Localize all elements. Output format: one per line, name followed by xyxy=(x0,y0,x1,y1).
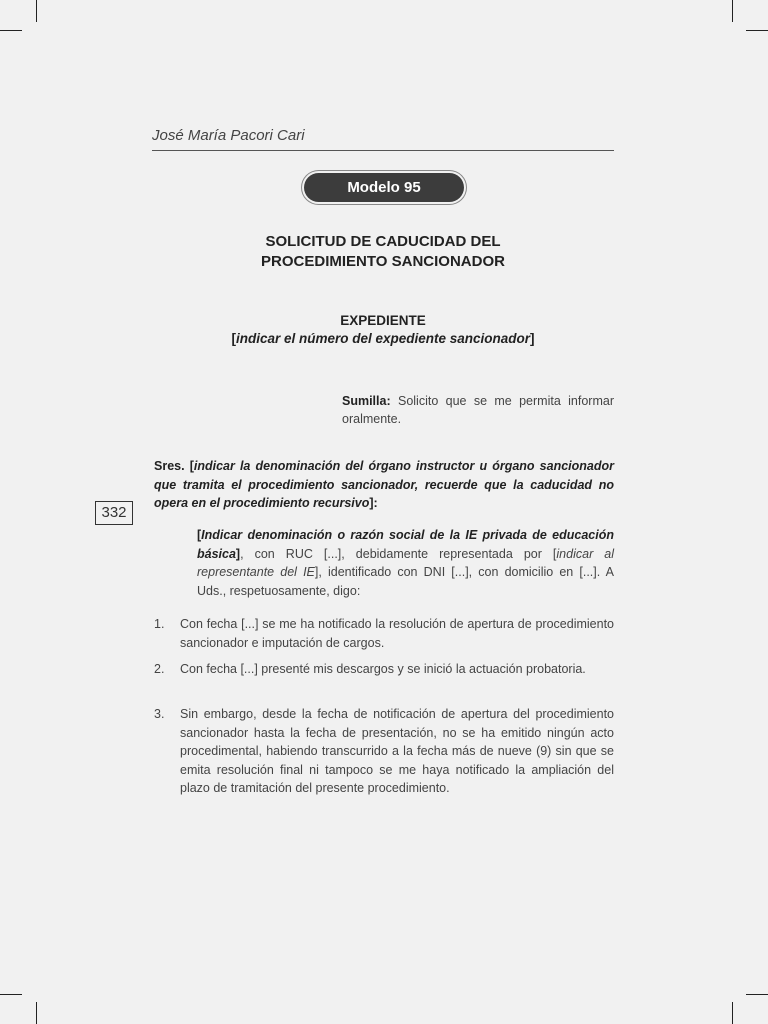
list-item xyxy=(154,615,614,652)
list-item-number: 2. xyxy=(154,662,165,676)
list-item-text: Sin embargo, desde la fecha de notificación de apertura del procedimiento sancionador hasta la fecha de presentación, no se ha emitido ningún acto procedimental, habiendo transcurrido a la fecha más de nueve (9) sin que se emita resolución final ni tampoco se me haya notificado la ampliación del plazo de tramitación del presente procedimiento. xyxy=(180,707,614,795)
crop-mark xyxy=(732,1002,733,1024)
expediente-hint xyxy=(152,331,614,346)
bracket-open: [ xyxy=(197,528,202,542)
crop-mark xyxy=(36,1002,37,1024)
list-item-text: Con fecha [...] presenté mis descargos y se inició la actuación probatoria. xyxy=(180,662,586,676)
addressee-suffix: ]: xyxy=(369,496,378,510)
bracket-close: ] xyxy=(530,331,535,346)
sumilla xyxy=(342,392,614,428)
list-item-number: 1. xyxy=(154,617,165,631)
running-head-author: José María Pacori Cari xyxy=(152,127,305,144)
addressee-hint: indicar la denominación del órgano instructor u órgano sancionador que tramita el procedimiento sancionador, recuerde que la caducidad no opera en el procedimiento recursivo xyxy=(154,459,614,510)
bracket-close: ] xyxy=(235,546,241,561)
expediente-hint-text: indicar el número del expediente sancionador xyxy=(235,331,531,346)
addressee-prefix: Sres. [ xyxy=(154,459,194,473)
identification-text-2: ], identificado con DNI [...], con domicilio en [...]. A Uds., respetuosamente, digo: xyxy=(197,565,614,598)
document-title-line-2: PROCEDIMIENTO SANCIONADOR xyxy=(261,253,505,270)
addressee-paragraph xyxy=(154,457,614,513)
sumilla-label: Sumilla: xyxy=(342,394,391,408)
document-title-line-1: SOLICITUD DE CADUCIDAD DEL xyxy=(265,233,501,250)
crop-mark xyxy=(0,30,22,31)
list-item-number: 3. xyxy=(154,707,165,721)
page-number: 332 xyxy=(95,501,133,525)
crop-mark xyxy=(732,0,733,22)
list-item xyxy=(154,705,614,798)
expediente-label: EXPEDIENTE xyxy=(340,313,426,328)
list-item-text: Con fecha [...] se me ha notificado la resolución de apertura de procedimiento sancionador e imputación de cargos. xyxy=(180,617,614,650)
identification-paragraph xyxy=(197,526,614,600)
model-badge: Modelo 95 xyxy=(304,173,464,202)
header-divider xyxy=(152,150,614,151)
sumilla-text: Solicito que se me permita informar oralmente. xyxy=(342,394,614,426)
identification-text-1: , con RUC [...], debidamente representada por [ xyxy=(240,546,557,561)
institution-hint: Indicar denominación o razón social de la IE privada de educación básica xyxy=(197,528,614,561)
crop-mark xyxy=(746,994,768,995)
bracket-open: [ xyxy=(231,331,236,346)
representative-hint: indicar al representante del IE xyxy=(197,546,614,579)
crop-mark xyxy=(0,994,22,995)
list-item xyxy=(154,660,614,679)
crop-mark xyxy=(36,0,37,22)
crop-mark xyxy=(746,30,768,31)
